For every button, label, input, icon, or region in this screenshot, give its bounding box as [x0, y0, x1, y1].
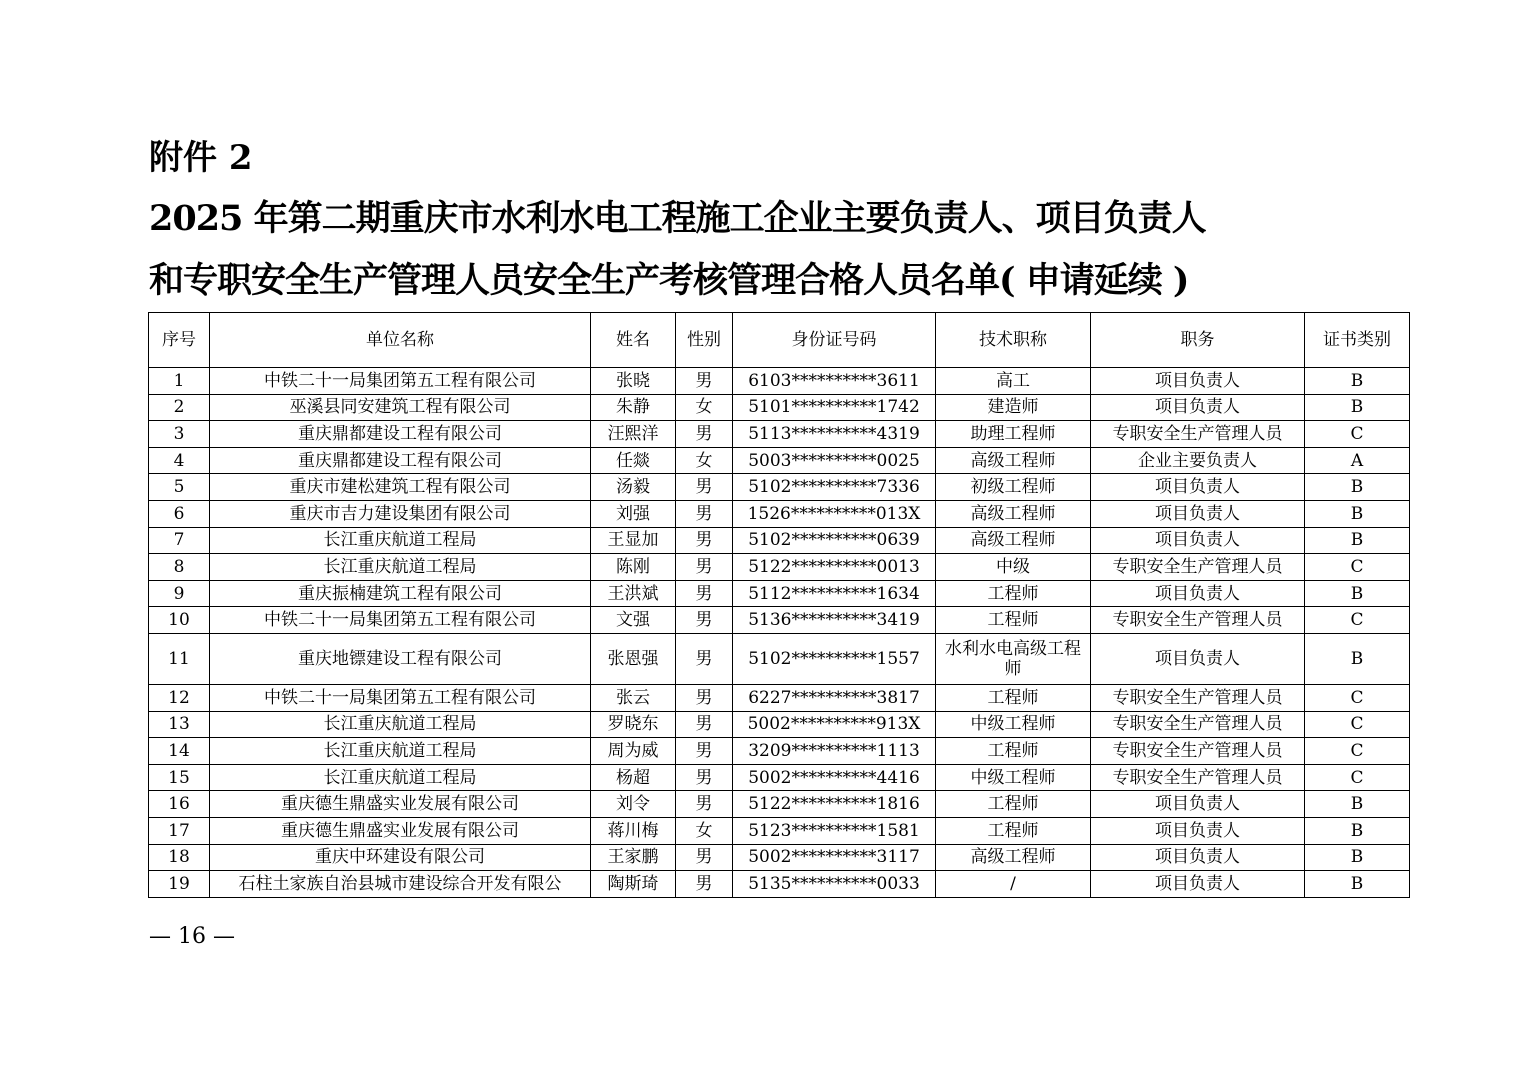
cell-id-number: 5102**********0639	[733, 527, 936, 554]
cell-unit-name: 中铁二十一局集团第五工程有限公司	[210, 684, 591, 711]
cell-cert-category: C	[1305, 607, 1410, 634]
cell-position: 项目负责人	[1091, 527, 1305, 554]
table-row	[149, 527, 1410, 554]
cell-gender: 男	[676, 580, 733, 607]
cell-tech-title: 建造师	[936, 394, 1091, 421]
cell-name: 张晓	[591, 368, 676, 395]
cell-cert-category: B	[1305, 871, 1410, 898]
document-title-line-1: 2025 年第二期重庆市水利水电工程施工企业主要负责人、项目负责人	[149, 198, 1206, 239]
cell-gender: 女	[676, 447, 733, 474]
cell-position: 专职安全生产管理人员	[1091, 607, 1305, 634]
cell-id-number: 1526**********013X	[733, 500, 936, 527]
cell-cert-category: B	[1305, 844, 1410, 871]
cell-seq: 2	[149, 394, 210, 421]
cell-name: 刘强	[591, 500, 676, 527]
cell-name: 张云	[591, 684, 676, 711]
cell-tech-title: 水利水电高级工程师	[936, 633, 1091, 684]
cell-gender: 女	[676, 394, 733, 421]
header-cert-category: 证书类别	[1305, 313, 1410, 368]
table-row	[149, 791, 1410, 818]
cell-cert-category: B	[1305, 791, 1410, 818]
table-row	[149, 738, 1410, 765]
cell-id-number: 6227**********3817	[733, 684, 936, 711]
cell-position: 专职安全生产管理人员	[1091, 764, 1305, 791]
cell-name: 刘令	[591, 791, 676, 818]
cell-cert-category: B	[1305, 633, 1410, 684]
table-header-row	[149, 313, 1410, 368]
cell-seq: 12	[149, 684, 210, 711]
cell-position: 项目负责人	[1091, 474, 1305, 501]
cell-position: 项目负责人	[1091, 791, 1305, 818]
cell-name: 罗晓东	[591, 711, 676, 738]
cell-unit-name: 重庆市吉力建设集团有限公司	[210, 500, 591, 527]
table-row	[149, 394, 1410, 421]
cell-position: 专职安全生产管理人员	[1091, 421, 1305, 448]
cell-seq: 10	[149, 607, 210, 634]
cell-id-number: 5102**********1557	[733, 633, 936, 684]
cell-position: 项目负责人	[1091, 844, 1305, 871]
cell-seq: 14	[149, 738, 210, 765]
header-unit-name: 单位名称	[210, 313, 591, 368]
qualified-personnel-table	[148, 312, 1410, 898]
cell-seq: 4	[149, 447, 210, 474]
cell-unit-name: 长江重庆航道工程局	[210, 527, 591, 554]
cell-name: 任燚	[591, 447, 676, 474]
cell-tech-title: 初级工程师	[936, 474, 1091, 501]
cell-unit-name: 中铁二十一局集团第五工程有限公司	[210, 607, 591, 634]
cell-id-number: 5122**********0013	[733, 554, 936, 581]
cell-position: 项目负责人	[1091, 633, 1305, 684]
cell-name: 周为威	[591, 738, 676, 765]
table-row	[149, 554, 1410, 581]
cell-name: 王家鹏	[591, 844, 676, 871]
cell-gender: 男	[676, 738, 733, 765]
cell-seq: 19	[149, 871, 210, 898]
cell-unit-name: 重庆鼎都建设工程有限公司	[210, 447, 591, 474]
cell-id-number: 5123**********1581	[733, 817, 936, 844]
cell-id-number: 5102**********7336	[733, 474, 936, 501]
cell-gender: 男	[676, 871, 733, 898]
cell-name: 陶斯琦	[591, 871, 676, 898]
table-row	[149, 500, 1410, 527]
cell-seq: 17	[149, 817, 210, 844]
table-row	[149, 711, 1410, 738]
cell-gender: 男	[676, 500, 733, 527]
table-row	[149, 607, 1410, 634]
cell-gender: 男	[676, 764, 733, 791]
cell-id-number: 6103**********3611	[733, 368, 936, 395]
cell-name: 汤毅	[591, 474, 676, 501]
header-gender: 性别	[676, 313, 733, 368]
cell-unit-name: 长江重庆航道工程局	[210, 764, 591, 791]
cell-gender: 女	[676, 817, 733, 844]
cell-gender: 男	[676, 527, 733, 554]
cell-cert-category: C	[1305, 684, 1410, 711]
cell-gender: 男	[676, 633, 733, 684]
cell-unit-name: 长江重庆航道工程局	[210, 738, 591, 765]
cell-cert-category: B	[1305, 580, 1410, 607]
attachment-label: 附件 2	[149, 138, 253, 178]
cell-name: 蒋川梅	[591, 817, 676, 844]
cell-position: 专职安全生产管理人员	[1091, 711, 1305, 738]
cell-tech-title: 助理工程师	[936, 421, 1091, 448]
cell-seq: 5	[149, 474, 210, 501]
cell-cert-category: C	[1305, 711, 1410, 738]
cell-id-number: 5122**********1816	[733, 791, 936, 818]
cell-gender: 男	[676, 554, 733, 581]
cell-unit-name: 中铁二十一局集团第五工程有限公司	[210, 368, 591, 395]
cell-unit-name: 重庆德生鼎盛实业发展有限公司	[210, 791, 591, 818]
cell-tech-title: 工程师	[936, 738, 1091, 765]
cell-cert-category: C	[1305, 738, 1410, 765]
cell-position: 专职安全生产管理人员	[1091, 738, 1305, 765]
table-row	[149, 844, 1410, 871]
cell-cert-category: A	[1305, 447, 1410, 474]
cell-tech-title: 高级工程师	[936, 447, 1091, 474]
table-row	[149, 764, 1410, 791]
cell-seq: 9	[149, 580, 210, 607]
cell-id-number: 5113**********4319	[733, 421, 936, 448]
cell-id-number: 5003**********0025	[733, 447, 936, 474]
cell-seq: 7	[149, 527, 210, 554]
header-name: 姓名	[591, 313, 676, 368]
cell-tech-title: /	[936, 871, 1091, 898]
cell-unit-name: 重庆地镖建设工程有限公司	[210, 633, 591, 684]
cell-id-number: 5112**********1634	[733, 580, 936, 607]
cell-unit-name: 长江重庆航道工程局	[210, 711, 591, 738]
cell-name: 王洪斌	[591, 580, 676, 607]
cell-position: 企业主要负责人	[1091, 447, 1305, 474]
header-tech-title: 技术职称	[936, 313, 1091, 368]
header-seq: 序号	[149, 313, 210, 368]
cell-position: 项目负责人	[1091, 394, 1305, 421]
cell-id-number: 5101**********1742	[733, 394, 936, 421]
cell-tech-title: 高工	[936, 368, 1091, 395]
table-row	[149, 871, 1410, 898]
cell-gender: 男	[676, 684, 733, 711]
cell-cert-category: C	[1305, 764, 1410, 791]
cell-id-number: 5002**********913X	[733, 711, 936, 738]
cell-unit-name: 重庆振楠建筑工程有限公司	[210, 580, 591, 607]
cell-name: 汪熙洋	[591, 421, 676, 448]
cell-unit-name: 长江重庆航道工程局	[210, 554, 591, 581]
cell-seq: 18	[149, 844, 210, 871]
page-number: — 16 —	[149, 924, 235, 949]
cell-unit-name: 重庆德生鼎盛实业发展有限公司	[210, 817, 591, 844]
document-title-line-2: 和专职安全生产管理人员安全生产考核管理合格人员名单( 申请延续 )	[149, 260, 1189, 301]
header-position: 职务	[1091, 313, 1305, 368]
cell-tech-title: 高级工程师	[936, 527, 1091, 554]
cell-tech-title: 工程师	[936, 817, 1091, 844]
table-row	[149, 368, 1410, 395]
table-row	[149, 421, 1410, 448]
table-row	[149, 580, 1410, 607]
cell-seq: 11	[149, 633, 210, 684]
cell-unit-name: 石柱土家族自治县城市建设综合开发有限公	[210, 871, 591, 898]
table-row	[149, 817, 1410, 844]
cell-id-number: 5136**********3419	[733, 607, 936, 634]
cell-tech-title: 中级	[936, 554, 1091, 581]
table-body	[149, 368, 1410, 898]
cell-tech-title: 工程师	[936, 580, 1091, 607]
cell-name: 文强	[591, 607, 676, 634]
cell-id-number: 5002**********3117	[733, 844, 936, 871]
cell-name: 王显加	[591, 527, 676, 554]
table-row	[149, 633, 1410, 684]
table-row	[149, 474, 1410, 501]
cell-position: 专职安全生产管理人员	[1091, 554, 1305, 581]
cell-cert-category: B	[1305, 394, 1410, 421]
table-row	[149, 447, 1410, 474]
cell-seq: 3	[149, 421, 210, 448]
cell-tech-title: 中级工程师	[936, 764, 1091, 791]
cell-gender: 男	[676, 368, 733, 395]
cell-position: 项目负责人	[1091, 871, 1305, 898]
cell-cert-category: C	[1305, 421, 1410, 448]
cell-tech-title: 工程师	[936, 684, 1091, 711]
header-id-number: 身份证号码	[733, 313, 936, 368]
cell-gender: 男	[676, 607, 733, 634]
cell-unit-name: 巫溪县同安建筑工程有限公司	[210, 394, 591, 421]
cell-seq: 16	[149, 791, 210, 818]
cell-position: 项目负责人	[1091, 580, 1305, 607]
cell-cert-category: B	[1305, 500, 1410, 527]
cell-tech-title: 高级工程师	[936, 500, 1091, 527]
cell-cert-category: B	[1305, 817, 1410, 844]
cell-name: 张恩强	[591, 633, 676, 684]
cell-position: 项目负责人	[1091, 368, 1305, 395]
cell-id-number: 3209**********1113	[733, 738, 936, 765]
cell-cert-category: C	[1305, 554, 1410, 581]
cell-cert-category: B	[1305, 368, 1410, 395]
cell-cert-category: B	[1305, 527, 1410, 554]
cell-unit-name: 重庆鼎都建设工程有限公司	[210, 421, 591, 448]
cell-seq: 1	[149, 368, 210, 395]
table-row	[149, 684, 1410, 711]
cell-tech-title: 高级工程师	[936, 844, 1091, 871]
cell-gender: 男	[676, 844, 733, 871]
cell-name: 杨超	[591, 764, 676, 791]
cell-seq: 15	[149, 764, 210, 791]
cell-id-number: 5002**********4416	[733, 764, 936, 791]
cell-name: 陈刚	[591, 554, 676, 581]
cell-tech-title: 工程师	[936, 791, 1091, 818]
cell-gender: 男	[676, 474, 733, 501]
cell-tech-title: 中级工程师	[936, 711, 1091, 738]
cell-seq: 13	[149, 711, 210, 738]
cell-position: 专职安全生产管理人员	[1091, 684, 1305, 711]
cell-unit-name: 重庆市建松建筑工程有限公司	[210, 474, 591, 501]
cell-gender: 男	[676, 791, 733, 818]
cell-position: 项目负责人	[1091, 500, 1305, 527]
cell-unit-name: 重庆中环建设有限公司	[210, 844, 591, 871]
cell-position: 项目负责人	[1091, 817, 1305, 844]
cell-seq: 8	[149, 554, 210, 581]
cell-gender: 男	[676, 711, 733, 738]
cell-gender: 男	[676, 421, 733, 448]
cell-seq: 6	[149, 500, 210, 527]
cell-cert-category: B	[1305, 474, 1410, 501]
cell-id-number: 5135**********0033	[733, 871, 936, 898]
cell-tech-title: 工程师	[936, 607, 1091, 634]
cell-name: 朱静	[591, 394, 676, 421]
